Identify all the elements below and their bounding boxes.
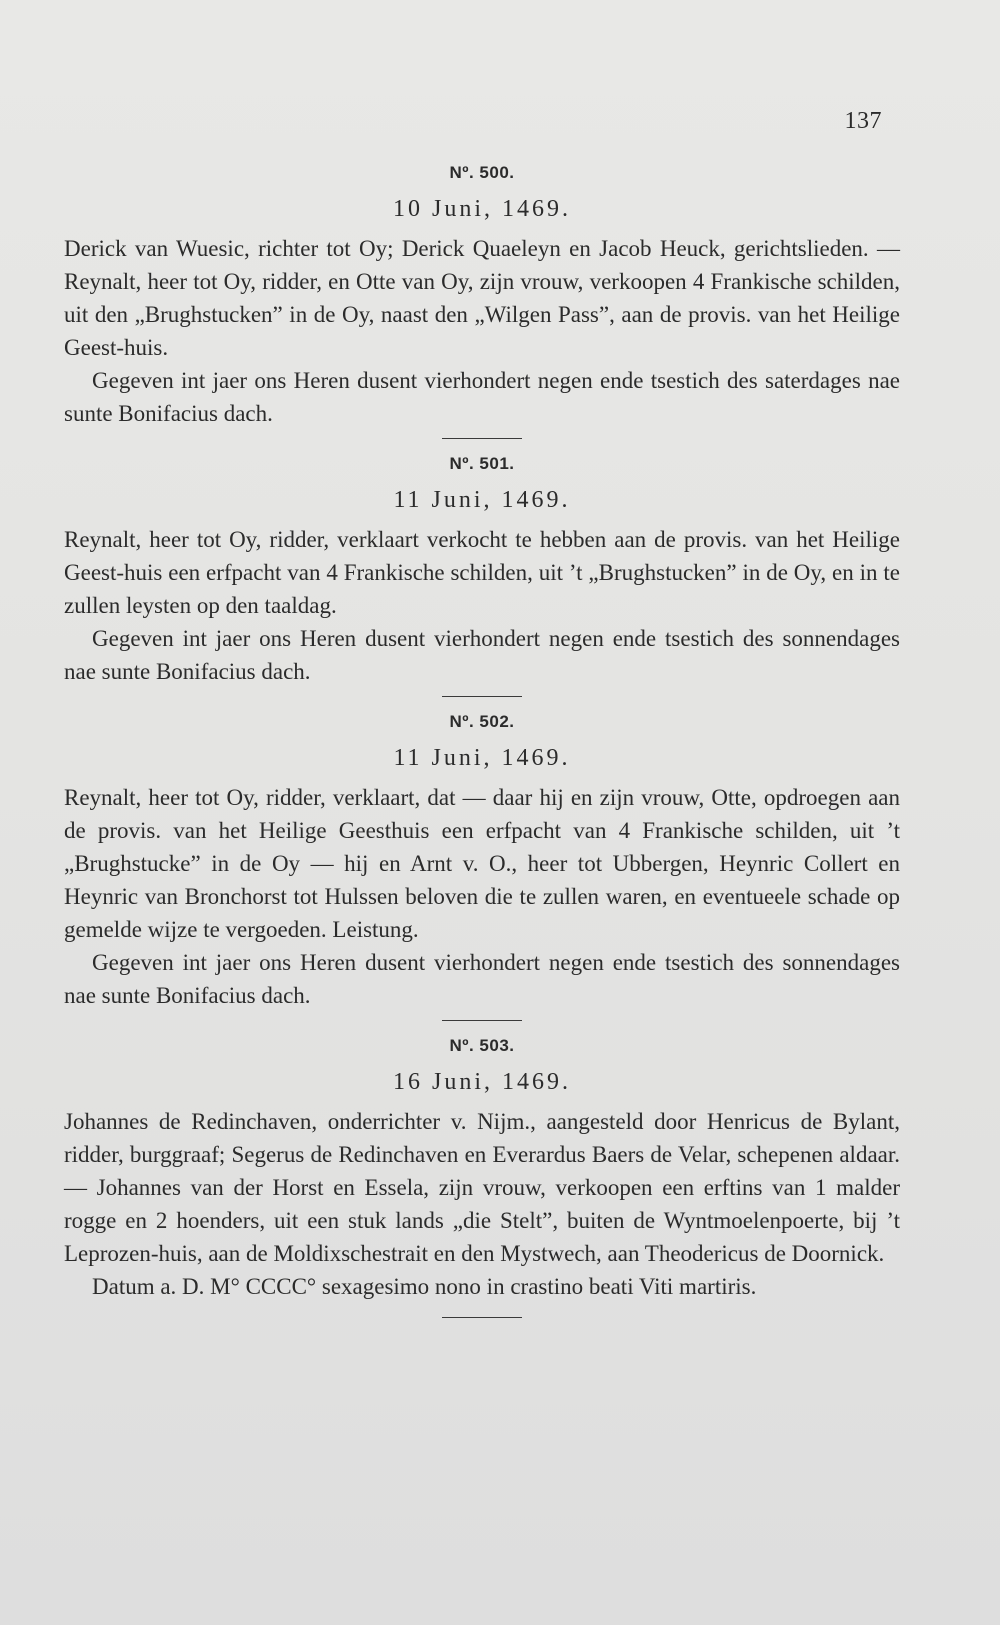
entry-summary: Reynalt, heer tot Oy, ridder, verklaart verkocht te hebben aan de provis. van het Heilige Geest-huis een erfpacht van 4 Frankische schilden, uit ’t „Brughstucken” in de Oy, en in te zullen leysten op den taaldag. bbox=[64, 527, 900, 618]
entry-dating-clause: Datum a. D. M° CCCC° sexagesimo nono in crastino beati Viti martiris. bbox=[92, 1274, 757, 1299]
entry-date: 11 Juni, 1469. bbox=[393, 487, 571, 513]
entry-500 bbox=[64, 162, 900, 439]
entry-number: Nº. 500. bbox=[449, 163, 515, 182]
entry-number: Nº. 502. bbox=[449, 712, 515, 731]
text-column bbox=[64, 162, 900, 1332]
section-divider bbox=[442, 1020, 522, 1021]
entry-number: Nº. 501. bbox=[449, 454, 515, 473]
section-divider bbox=[442, 1317, 522, 1318]
entry-date: 11 Juni, 1469. bbox=[393, 745, 571, 771]
entry-summary: Johannes de Redinchaven, onderrichter v. Nijm., aangesteld door Henricus de Bylant, ridder, burggraaf; Segerus de Redinchaven en Everardus Baers de Velar, schepenen aldaar. — Johannes van der Horst en Essela, zijn vrouw, verkoopen een erftins van 1 malder rogge en 2 hoenders, uit een stuk lands „die Stelt”, buiten de Wyntmoelenpoerte, bij ’t Leprozen-huis, aan de Moldixschestrait en den Mystwech, aan Theodericus de Doornick. bbox=[64, 1109, 900, 1266]
page-number: 137 bbox=[844, 108, 882, 134]
entry-503 bbox=[64, 1035, 900, 1318]
section-divider bbox=[442, 696, 522, 697]
section-divider bbox=[442, 438, 522, 439]
entry-dating-clause: Gegeven int jaer ons Heren dusent vierhondert negen ende tsestich des sonnendages nae sunte Bonifacius dach. bbox=[64, 626, 900, 684]
entry-502 bbox=[64, 711, 900, 1021]
entry-501 bbox=[64, 453, 900, 697]
entry-date: 16 Juni, 1469. bbox=[392, 1069, 571, 1095]
entry-number: Nº. 503. bbox=[449, 1036, 515, 1055]
entry-dating-clause: Gegeven int jaer ons Heren dusent vierhondert negen ende tsestich des sonnendages nae sunte Bonifacius dach. bbox=[64, 950, 900, 1008]
entry-summary: Derick van Wuesic, richter tot Oy; Derick Quaeleyn en Jacob Heuck, gerichtslieden. — Reynalt, heer tot Oy, ridder, en Otte van Oy, zijn vrouw, verkoopen 4 Frankische schilden, uit den „Brughstucken” in de Oy, naast den „Wilgen Pass”, aan de provis. van het Heilige Geest-huis. bbox=[64, 236, 900, 360]
entry-date: 10 Juni, 1469. bbox=[392, 196, 571, 222]
entry-summary: Reynalt, heer tot Oy, ridder, verklaart, dat — daar hij en zijn vrouw, Otte, opdroegen aan de provis. van het Heilige Geesthuis een erfpacht van 4 Frankische schilden, uit ’t „Brughstucke” in de Oy — hij en Arnt v. O., heer tot Ubbergen, Heynric Collert en Heynric van Bronchorst tot Hulssen beloven die te zullen waren, en eventueele schade op gemelde wijze te vergoeden. Leistung. bbox=[64, 785, 900, 942]
entry-dating-clause: Gegeven int jaer ons Heren dusent vierhondert negen ende tsestich des saterdages nae sunte Bonifacius dach. bbox=[64, 368, 900, 426]
